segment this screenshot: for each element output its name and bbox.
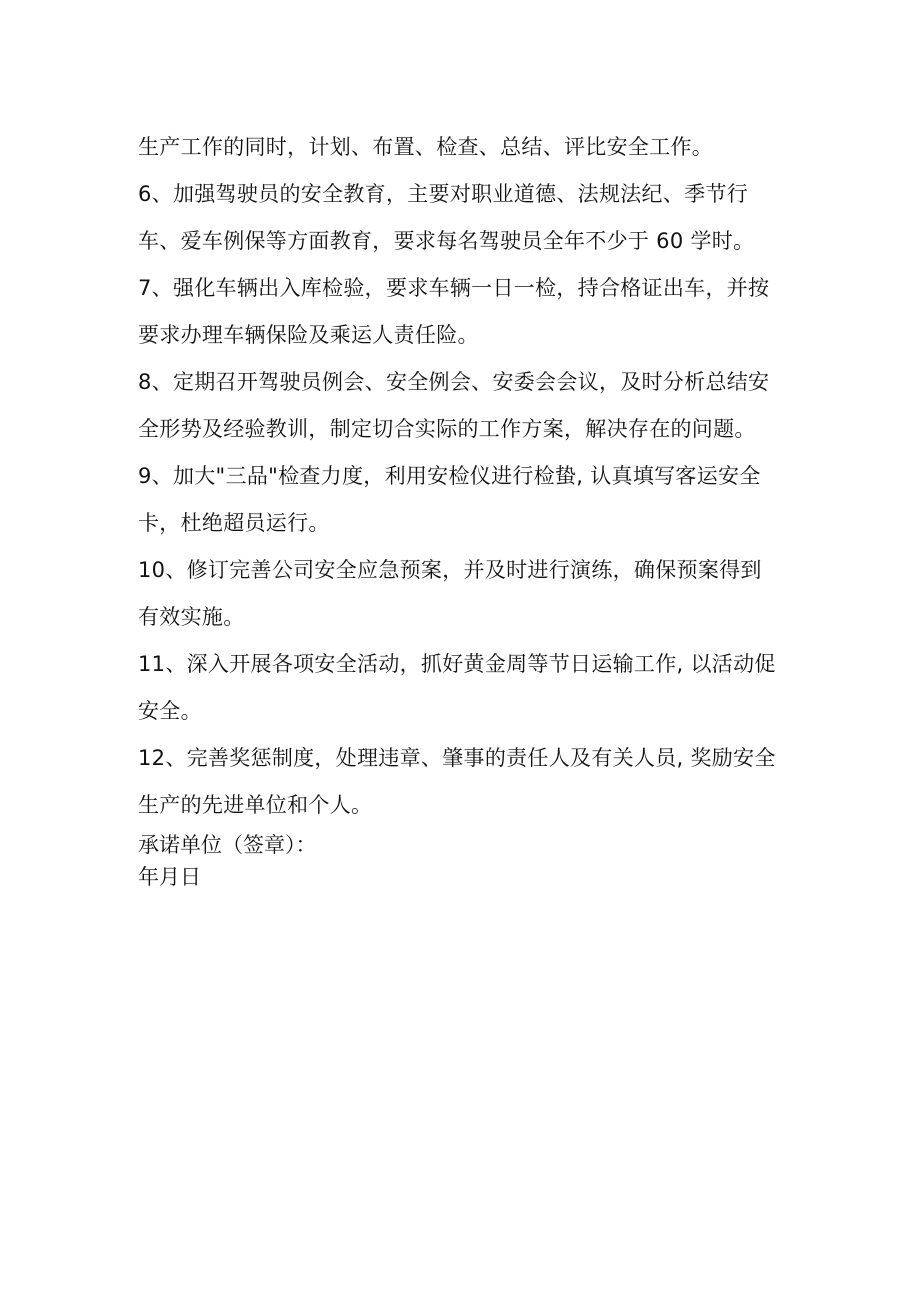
item-6-line-1: 6、加强驾驶员的安全教育，主要对职业道德、法规法纪、季节行	[138, 182, 749, 206]
text-line: 生产工作的同时，计划、布置、检查、总结、评比安全工作。	[138, 135, 714, 159]
item-8-line-2: 全形势及经验教训，制定切合实际的工作方案，解决存在的问题。	[138, 417, 756, 441]
item-12-line-2: 生产的先进单位和个人。	[138, 793, 373, 817]
item-9-line-2: 卡，杜绝超员运行。	[138, 511, 330, 535]
date-label: 年月日	[138, 865, 201, 889]
item-6-line-2: 车、爱车例保等方面教育，要求每名驾驶员全年不少于 60 学时。	[138, 229, 755, 253]
item-7-line-2: 要求办理车辆保险及乘运人责任险。	[138, 323, 479, 347]
document-body	[138, 124, 798, 893]
item-7-line-1: 7、强化车辆出入库检验，要求车辆一日一检，持合格证出车，并按	[138, 276, 770, 300]
item-9-line-1: 9、加大"三品"检查力度，利用安检仪进行检蛰, 认真填写客运安全	[138, 464, 761, 488]
item-11-line-1: 11、深入开展各项安全活动，抓好黄金周等节日运输工作, 以活动促	[138, 652, 776, 676]
item-8-line-1: 8、定期召开驾驶员例会、安全例会、安委会会议，及时分析总结安	[138, 370, 770, 394]
item-10-line-1: 10、修订完善公司安全应急预案，并及时进行演练，确保预案得到	[138, 558, 762, 582]
signature-label: 承诺单位（签章）：	[138, 833, 317, 857]
item-12-line-1: 12、完善奖惩制度，处理违章、肇事的责任人及有关人员, 奖励安全	[138, 746, 776, 770]
item-10-line-2: 有效实施。	[138, 605, 245, 629]
item-11-line-2: 安全。	[138, 699, 202, 723]
